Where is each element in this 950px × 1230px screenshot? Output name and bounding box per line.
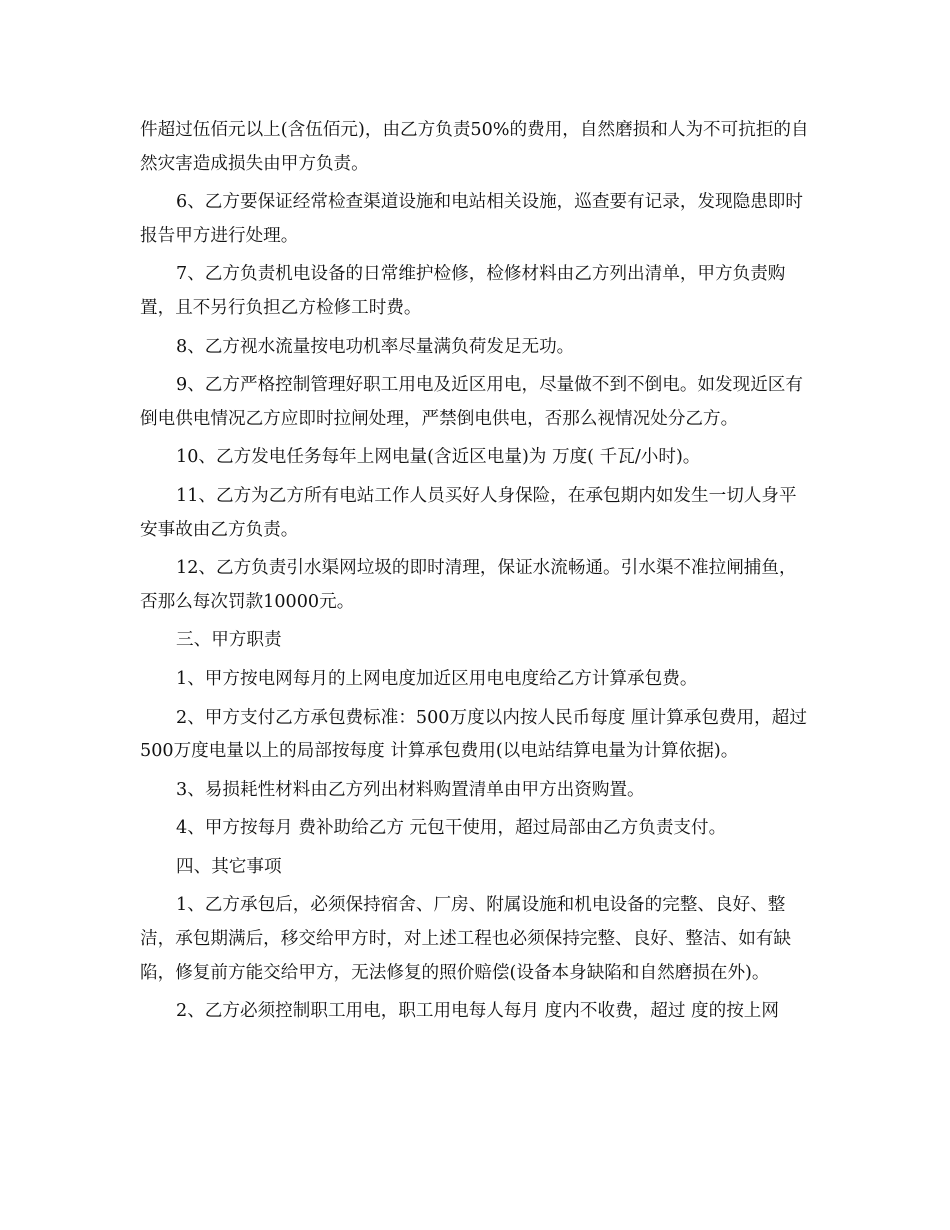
paragraph-other-1: 1、乙方承包后，必须保持宿舍、厂房、附属设施和机电设备的完整、良好、整洁，承包期满后，移交给甲方时，对上述工程也必须保持完整、良好、整洁、如有缺陷，修复前方能交给甲方，无法修复的照价赔偿(设备本身缺陷和自然磨损在外)。 [140, 895, 791, 983]
paragraph-clause-7: 7、乙方负责机电设备的日常维护检修，检修材料由乙方列出清单，甲方负责购置，且不另行负担乙方检修工时费。 [140, 264, 786, 318]
paragraph-clause-10: 10、乙方发电任务每年上网电量(含近区电量)为 万度( 千瓦/小时)。 [176, 447, 701, 468]
document-body [140, 114, 814, 1034]
paragraph-clause-8: 8、乙方视水流量按电功机率尽量满负荷发足无功。 [176, 336, 575, 357]
paragraph-clause-11: 11、乙方为乙方所有电站工作人员买好人身保险，在承包期内如发生一切人身平安事故由乙方负责。 [140, 485, 797, 540]
paragraph-clause-9: 9、乙方严格控制管理好职工用电及近区用电，尽量做不到不倒电。如发现近区有倒电供电情况乙方应即时拉闸处理，严禁倒电供电，否那么视情况处分乙方。 [140, 375, 803, 429]
paragraph-party-a-2: 2、甲方支付乙方承包费标准：500万度以内按人民币每度 厘计算承包费用，超过500万度电量以上的局部按每度 计算承包费用(以电站结算电量为计算依据)。 [140, 707, 807, 762]
paragraph-party-a-1: 1、甲方按电网每月的上网电度加近区用电电度给乙方计算承包费。 [176, 668, 698, 689]
section-heading-party-a-duties: 三、甲方职责 [176, 630, 282, 651]
paragraph-party-a-3: 3、易损耗性材料由乙方列出材料购置清单由甲方出资购置。 [176, 779, 645, 800]
paragraph-clause-12: 12、乙方负责引水渠网垃圾的即时清理，保证水流畅通。引水渠不准拉闸捕鱼，否那么每次罚款10000元。 [140, 558, 797, 612]
paragraph-continuation: 件超过伍佰元以上(含伍佰元)，由乙方负责50%的费用，自然磨损和人为不可抗拒的自然灾害造成损失由甲方负责。 [140, 120, 809, 174]
paragraph-clause-6: 6、乙方要保证经常检查渠道设施和电站相关设施，巡查要有记录，发现隐患即时报告甲方进行处理。 [140, 192, 803, 246]
paragraph-party-a-4: 4、甲方按每月 费补助给乙方 元包干使用，超过局部由乙方负责支付。 [176, 818, 727, 839]
section-heading-other-matters: 四、其它事项 [176, 856, 282, 877]
paragraph-other-2: 2、乙方必须控制职工用电，职工用电每人每月 度内不收费，超过 度的按上网 [176, 1001, 779, 1022]
